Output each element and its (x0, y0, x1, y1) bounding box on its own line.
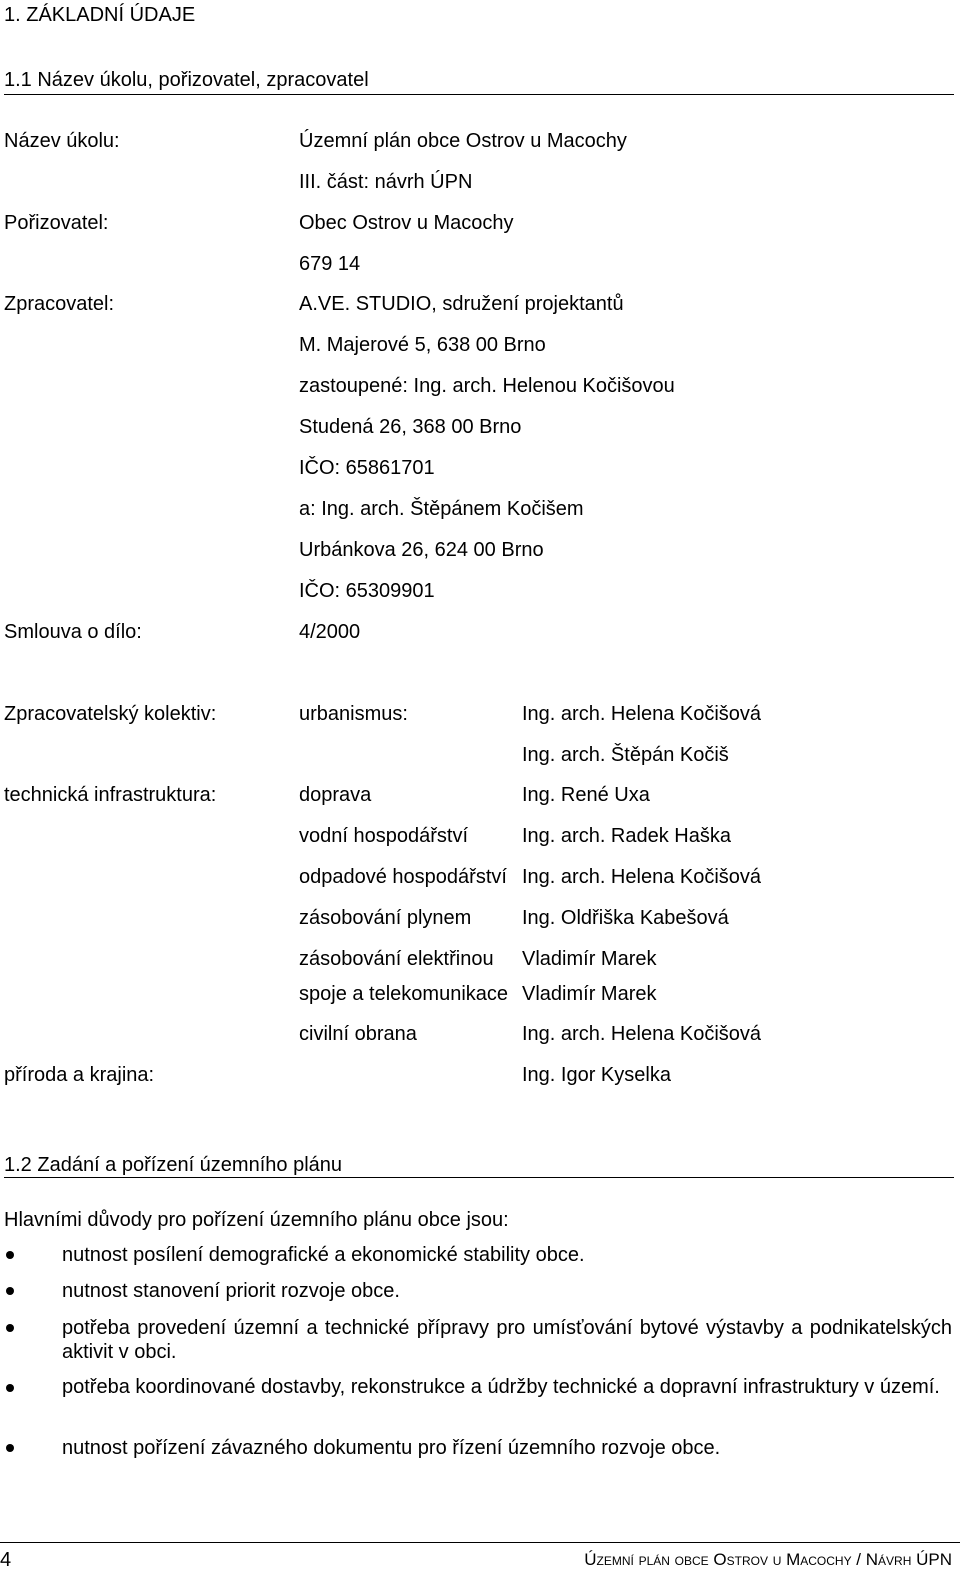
team-area: odpadové hospodářství (299, 866, 507, 888)
field-value: a: Ing. arch. Štěpánem Kočišem (299, 498, 584, 520)
team-group: příroda a krajina: (4, 1064, 155, 1086)
field-value: zastoupené: Ing. arch. Helenou Kočišovou (299, 375, 675, 397)
field-value: Obec Ostrov u Macochy (299, 212, 514, 234)
list-item: nutnost posílení demografické a ekonomické stability obce. (62, 1244, 585, 1266)
list-item: potřeba provedení územní a technické přípravy pro umísťování bytové výstavby a podnikatelských aktivit v obci. (62, 1317, 952, 1363)
team-person: Ing. René Uxa (522, 784, 650, 806)
team-area: doprava (299, 784, 372, 806)
team-person: Vladimír Marek (522, 983, 657, 1005)
field-value: IČO: 65861701 (299, 457, 435, 479)
bullet-icon (6, 1444, 14, 1452)
team-area: spoje a telekomunikace (299, 983, 509, 1005)
section-intro: Hlavními důvody pro pořízení územního plánu obce jsou: (4, 1209, 509, 1231)
page-number: 4 (0, 1549, 12, 1571)
team-area: civilní obrana (299, 1023, 417, 1045)
field-label-processor: Zpracovatel: (4, 293, 115, 315)
list-item: nutnost stanovení priorit rozvoje obce. (62, 1280, 400, 1302)
footer-title: Územní plán obce Ostrov u Macochy / Návrh ÚPN (584, 1550, 952, 1569)
team-person: Ing. arch. Radek Haška (522, 825, 731, 847)
team-group: technická infrastruktura: (4, 784, 217, 806)
team-person: Ing. Igor Kyselka (522, 1064, 671, 1086)
field-label-contract: Smlouva o dílo: (4, 621, 142, 643)
section-rule-1-1 (4, 94, 954, 95)
bullet-icon (6, 1287, 14, 1295)
team-area: zásobování plynem (299, 907, 472, 929)
team-area: zásobování elektřinou (299, 948, 494, 970)
field-value: Urbánkova 26, 624 00 Brno (299, 539, 544, 561)
section-rule-1-2 (4, 1177, 954, 1178)
document-heading: 1. ZÁKLADNÍ ÚDAJE (4, 4, 196, 26)
list-item: nutnost pořízení závazného dokumentu pro řízení územního rozvoje obce. (62, 1437, 721, 1459)
field-value: III. část: návrh ÚPN (299, 171, 473, 193)
team-area: vodní hospodářství (299, 825, 468, 847)
footer-rule (0, 1542, 960, 1543)
team-label: Zpracovatelský kolektiv: (4, 703, 217, 725)
field-value: 4/2000 (299, 621, 361, 643)
field-value: M. Majerové 5, 638 00 Brno (299, 334, 546, 356)
team-person: Ing. Oldřiška Kabešová (522, 907, 729, 929)
field-label-task-name: Název úkolu: (4, 130, 120, 152)
team-person: Ing. arch. Helena Kočišová (522, 866, 762, 888)
team-person: Vladimír Marek (522, 948, 657, 970)
bullet-icon (6, 1384, 14, 1392)
team-person: Ing. arch. Helena Kočišová (522, 1023, 762, 1045)
bullet-icon (6, 1251, 14, 1259)
field-value: IČO: 65309901 (299, 580, 435, 602)
field-value: A.VE. STUDIO, sdružení projektantů (299, 293, 624, 315)
field-value: 679 14 (299, 253, 361, 275)
field-label-procurer: Pořizovatel: (4, 212, 109, 234)
team-person: Ing. arch. Štěpán Kočiš (522, 744, 729, 766)
bullet-icon (6, 1324, 14, 1332)
section-title-1-2: 1.2 Zadání a pořízení územního plánu (4, 1154, 343, 1176)
team-area: urbanismus: (299, 703, 408, 725)
field-value: Územní plán obce Ostrov u Macochy (299, 130, 627, 152)
section-title-1-1: 1.1 Název úkolu, pořizovatel, zpracovatel (4, 69, 369, 91)
list-item: potřeba koordinované dostavby, rekonstrukce a údržby technické a dopravní infrastruktury v území. (62, 1376, 940, 1398)
field-value: Studená 26, 368 00 Brno (299, 416, 522, 438)
team-person: Ing. arch. Helena Kočišová (522, 703, 762, 725)
